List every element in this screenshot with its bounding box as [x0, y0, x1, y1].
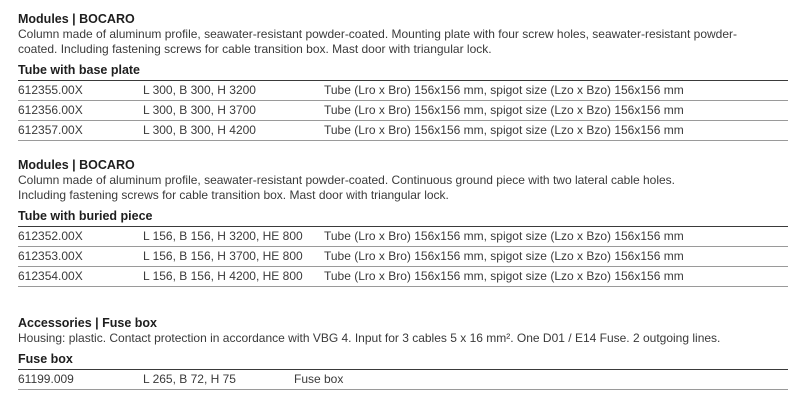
- table-row: [18, 81, 788, 101]
- section-title: Accessories | Fuse box: [18, 316, 157, 330]
- section-bocaro-buried-piece: [18, 158, 788, 287]
- table-row: [18, 370, 788, 390]
- specification: Tube (Lro x Bro) 156x156 mm, spigot size (Lzo x Bzo) 156x156 mm: [324, 123, 684, 137]
- dimensions: L 156, B 156, H 3700, HE 800: [143, 249, 303, 263]
- dimensions: L 156, B 156, H 3200, HE 800: [143, 229, 303, 243]
- article-number: 612352.00X: [18, 229, 83, 243]
- specification: Tube (Lro x Bro) 156x156 mm, spigot size (Lzo x Bzo) 156x156 mm: [324, 249, 684, 263]
- dimensions: L 300, B 300, H 3200: [143, 83, 256, 97]
- specification: Tube (Lro x Bro) 156x156 mm, spigot size (Lzo x Bzo) 156x156 mm: [324, 83, 684, 97]
- section-description-line: Including fastening screws for cable transition box. Mast door with triangular lock.: [18, 188, 449, 202]
- table-row: [18, 121, 788, 141]
- dimensions: L 300, B 300, H 3700: [143, 103, 256, 117]
- specification: Tube (Lro x Bro) 156x156 mm, spigot size (Lzo x Bzo) 156x156 mm: [324, 229, 684, 243]
- dimensions: L 300, B 300, H 4200: [143, 123, 256, 137]
- article-number: 61199.009: [18, 372, 74, 386]
- section-title: Modules | BOCARO: [18, 12, 135, 26]
- article-number: 612353.00X: [18, 249, 83, 263]
- dimensions: L 265, B 72, H 75: [143, 372, 236, 386]
- specification: Tube (Lro x Bro) 156x156 mm, spigot size (Lzo x Bzo) 156x156 mm: [324, 269, 684, 283]
- table-title: Fuse box: [18, 352, 788, 370]
- specification: Fuse box: [294, 372, 344, 386]
- section-bocaro-base-plate: [18, 12, 788, 141]
- table-title: Tube with base plate: [18, 63, 788, 81]
- section-accessories-fuse-box: [18, 316, 788, 390]
- section-title: Modules | BOCARO: [18, 158, 135, 172]
- dimensions: L 156, B 156, H 4200, HE 800: [143, 269, 303, 283]
- section-description-line: Column made of aluminum profile, seawater-resistant powder-coated. Mounting plate with four screw holes, seawater-resistant powder-: [18, 27, 737, 41]
- table-row: [18, 247, 788, 267]
- table-row: [18, 267, 788, 287]
- section-description-line: coated. Including fastening screws for cable transition box. Mast door with triangular lock.: [18, 42, 492, 56]
- specification: Tube (Lro x Bro) 156x156 mm, spigot size (Lzo x Bzo) 156x156 mm: [324, 103, 684, 117]
- table-title: Tube with buried piece: [18, 209, 788, 227]
- article-number: 612354.00X: [18, 269, 83, 283]
- article-number: 612357.00X: [18, 123, 83, 137]
- article-number: 612355.00X: [18, 83, 83, 97]
- table-row: [18, 227, 788, 247]
- section-description-line: Housing: plastic. Contact protection in accordance with VBG 4. Input for 3 cables 5 x 16 mm². One D01 / E14 Fuse. 2 outgoing lines.: [18, 331, 721, 345]
- article-number: 612356.00X: [18, 103, 83, 117]
- table-row: [18, 101, 788, 121]
- section-description-line: Column made of aluminum profile, seawater-resistant powder-coated. Continuous ground piece with two lateral cable holes.: [18, 173, 676, 187]
